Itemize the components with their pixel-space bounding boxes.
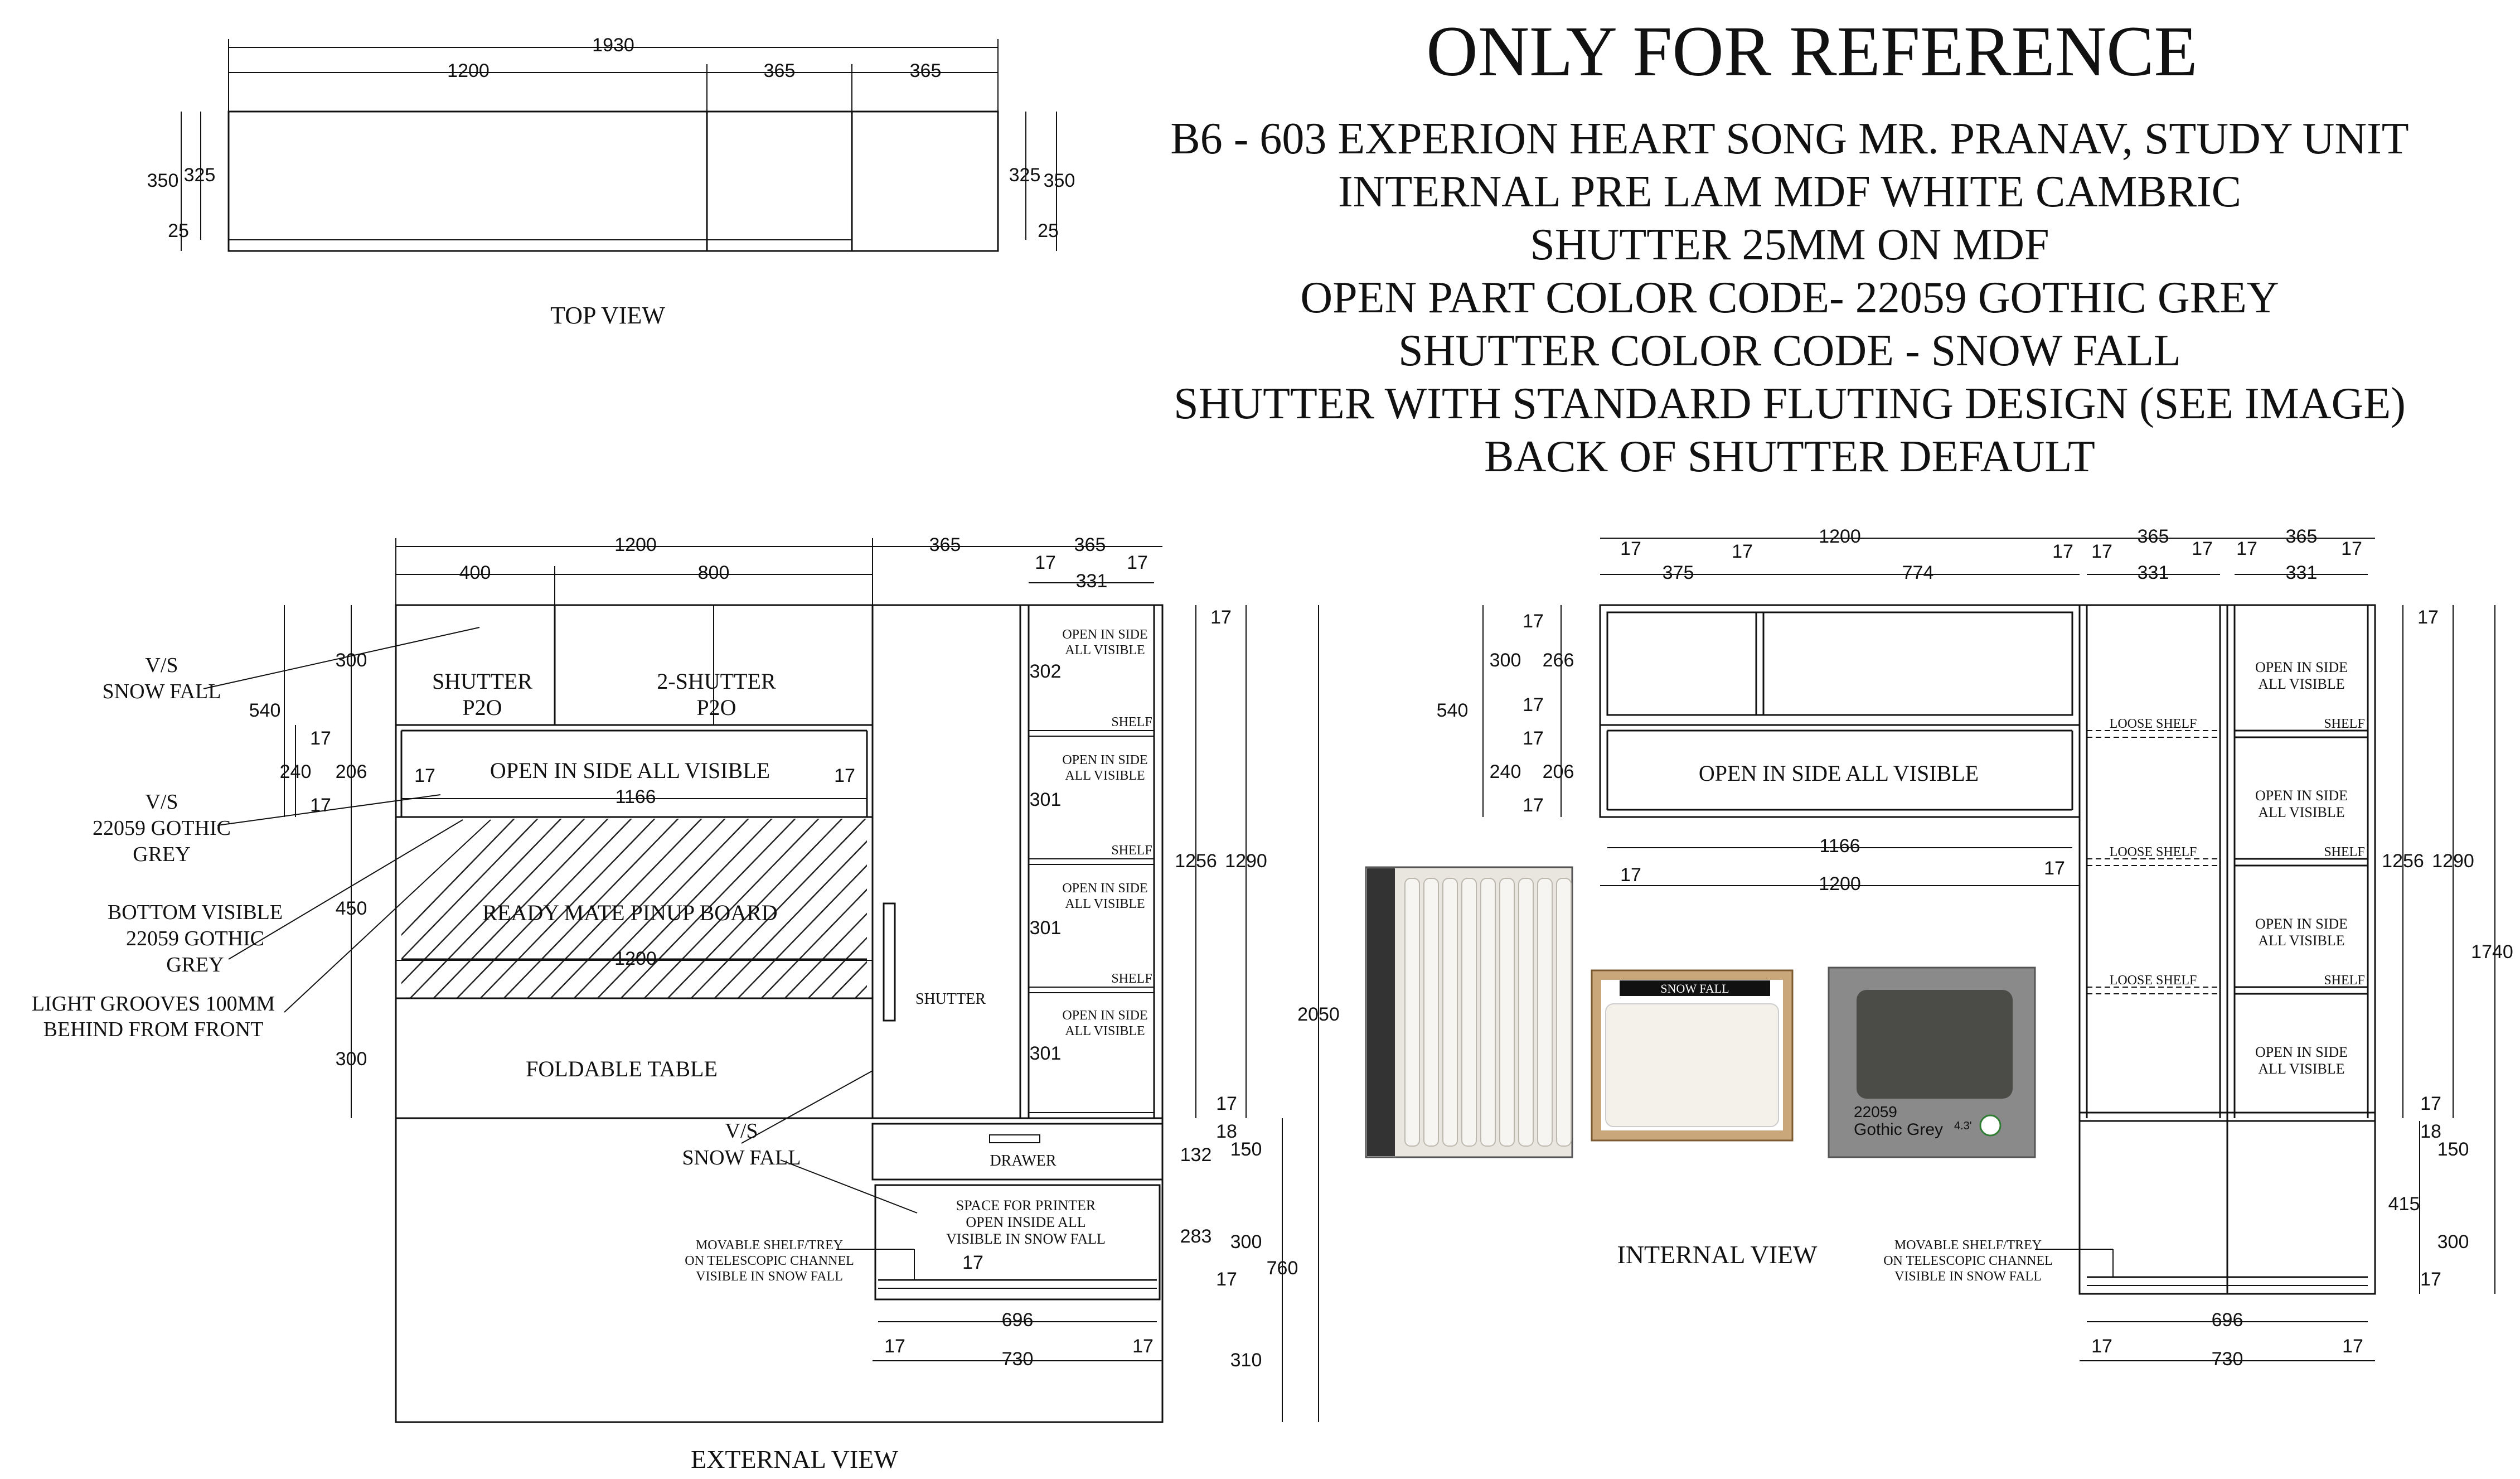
int-dim-17-r2: 17	[2420, 1093, 2441, 1114]
ext-dim-331: 331	[1075, 571, 1108, 592]
int-loose-shelf-2: LOOSE SHELF	[2109, 845, 2197, 859]
label-foldable-table: FOLDABLE TABLE	[526, 1056, 718, 1081]
gothic-code: 22059	[1854, 1103, 1897, 1120]
label-movable-3: VISIBLE IN SNOW FALL	[696, 1269, 843, 1284]
external-view	[32, 534, 1340, 1473]
ext-dim-1200: 1200	[614, 534, 657, 555]
int-dim-17e: 17	[2192, 538, 2213, 559]
ext-shelf-3: SHELF	[1111, 972, 1152, 986]
ext-dim-730: 730	[1001, 1348, 1034, 1370]
title-line-5: SHUTTER COLOR CODE - SNOW FALL	[1398, 326, 2181, 375]
int-open-side-2b: ALL VISIBLE	[2258, 804, 2345, 820]
label-shutter: SHUTTER	[915, 990, 986, 1008]
label-pinup-board: READY MATE PINUP BOARD	[482, 900, 778, 925]
ext-open-side-3a: OPEN IN SIDE	[1062, 881, 1148, 896]
ext-dim-17-printer: 17	[962, 1252, 983, 1273]
int-dim-17d: 17	[2091, 541, 2112, 562]
title-line-6: SHUTTER WITH STANDARD FLUTING DESIGN (SEE IMAGE)	[1174, 379, 2406, 428]
int-movable-2: ON TELESCOPIC CHANNEL	[1883, 1254, 2053, 1268]
ext-dim-240: 240	[279, 761, 312, 782]
int-dim-365b: 365	[2285, 526, 2318, 547]
int-open-side-3a: OPEN IN SIDE	[2255, 916, 2348, 932]
callout-vs-snowfall-1: V/S	[145, 654, 178, 677]
dim-top-left-25: 25	[168, 220, 189, 241]
callout-bottom-visible-1: BOTTOM VISIBLE	[107, 901, 283, 924]
int-open-side-1b: ALL VISIBLE	[2258, 676, 2345, 692]
snow-fall-swatch	[1592, 970, 1792, 1140]
ext-dim-206: 206	[335, 761, 367, 782]
callout-vs-snowfall-b-2: SNOW FALL	[682, 1146, 801, 1169]
ext-dim-17a: 17	[1035, 552, 1056, 573]
internal-view	[1437, 526, 2513, 1370]
dim-top-1200: 1200	[447, 60, 490, 81]
label-printer-2: OPEN INSIDE ALL	[966, 1214, 1086, 1230]
ext-dim-17-bl: 17	[884, 1336, 905, 1357]
callout-vs-gothic-1: V/S	[145, 790, 178, 814]
ext-dim-17-l2: 17	[310, 795, 331, 816]
int-dim-17-r3: 17	[2420, 1269, 2441, 1290]
flute-strip	[1462, 878, 1476, 1146]
int-open-side-3b: ALL VISIBLE	[2258, 932, 2345, 949]
ext-open-side-4b: ALL VISIBLE	[1065, 1024, 1145, 1038]
ext-open-side-3b: ALL VISIBLE	[1065, 897, 1145, 911]
hatch-line	[896, 814, 1080, 1004]
ext-tall-shutter	[873, 605, 1162, 1118]
gothic-size: 4.3'	[1954, 1120, 1972, 1132]
title-line-1: B6 - 603 EXPERION HEART SONG MR. PRANAV, STUDY UNIT	[1170, 114, 2409, 163]
ext-dim-1256: 1256	[1175, 850, 1217, 872]
dim-top-right-25: 25	[1038, 220, 1059, 241]
ext-dim-365b: 365	[1074, 534, 1106, 555]
label-open-inside: OPEN IN SIDE ALL VISIBLE	[490, 758, 770, 783]
int-shelf-1: SHELF	[2324, 717, 2365, 731]
internal-view-caption: INTERNAL VIEW	[1617, 1240, 1818, 1269]
flute-strip	[1443, 878, 1457, 1146]
label-printer-3: VISIBLE IN SNOW FALL	[946, 1231, 1106, 1247]
int-dim-18: 18	[2420, 1121, 2441, 1142]
hatch-line	[850, 814, 1034, 1004]
dim-top-365a: 365	[763, 60, 796, 81]
int-shelf-2: SHELF	[2324, 845, 2365, 859]
ext-open-side-1a: OPEN IN SIDE	[1062, 627, 1148, 642]
ext-dim-301b: 301	[1029, 917, 1062, 939]
callout-vs-snowfall-2: SNOW FALL	[102, 680, 221, 703]
flute-strip	[1538, 878, 1552, 1146]
ext-dim-540: 540	[249, 700, 281, 721]
int-dim-300r: 300	[2437, 1231, 2469, 1253]
dim-top-1930: 1930	[592, 35, 634, 56]
drawer-handle	[990, 1135, 1040, 1143]
shutter-handle	[884, 903, 895, 1021]
int-dim-17-la: 17	[1523, 611, 1544, 632]
int-dim-17-ml: 17	[1620, 864, 1641, 886]
dim-top-left-350: 350	[147, 170, 179, 191]
ext-dim-300r: 300	[1230, 1231, 1262, 1253]
int-dim-17-lb: 17	[1523, 694, 1544, 716]
callout-bottom-visible-3: GREY	[166, 953, 224, 977]
int-dim-696: 696	[2211, 1309, 2243, 1331]
ext-open-side-1b: ALL VISIBLE	[1065, 643, 1145, 658]
int-dim-17g: 17	[2341, 538, 2362, 559]
int-right-column	[2227, 605, 2375, 1294]
int-label-open-inside: OPEN IN SIDE ALL VISIBLE	[1698, 761, 1979, 786]
ext-dim-17-l1: 17	[310, 728, 331, 749]
label-shutter-p2o-1: SHUTTER	[432, 669, 532, 694]
int-loose-shelf-3: LOOSE SHELF	[2109, 973, 2197, 988]
int-loose-shelf-1: LOOSE SHELF	[2109, 717, 2197, 731]
int-open-side-1a: OPEN IN SIDE	[2255, 659, 2348, 675]
dim-top-365b: 365	[909, 60, 942, 81]
callout-light-grooves-1: LIGHT GROOVES 100MM	[31, 992, 275, 1016]
ext-dim-400: 400	[459, 562, 491, 583]
ext-shelf-2: SHELF	[1111, 843, 1152, 858]
int-open-side-4a: OPEN IN SIDE	[2255, 1044, 2348, 1060]
dim-top-right-325: 325	[1009, 165, 1041, 186]
callout-light-grooves-2: BEHIND FROM FRONT	[43, 1018, 264, 1041]
gothic-grey-swatch	[1829, 968, 2035, 1157]
ext-open-side-4a: OPEN IN SIDE	[1062, 1008, 1148, 1023]
int-dim-17-bl: 17	[2091, 1336, 2112, 1357]
ext-dim-1290: 1290	[1225, 850, 1267, 872]
int-dim-415: 415	[2388, 1193, 2420, 1215]
int-middle-column	[2080, 605, 2227, 1294]
leaf-icon	[1980, 1115, 2000, 1135]
ext-dim-1200-inner: 1200	[614, 948, 657, 969]
label-movable-1: MOVABLE SHELF/TREY	[695, 1238, 844, 1253]
int-dim-266: 266	[1542, 650, 1574, 671]
int-dim-365a: 365	[2137, 526, 2169, 547]
int-dim-240: 240	[1489, 761, 1521, 782]
ext-dim-800: 800	[697, 562, 730, 583]
ext-dim-300b: 300	[335, 1048, 367, 1070]
title-line-2: INTERNAL PRE LAM MDF WHITE CAMBRIC	[1337, 167, 2242, 216]
ext-dim-17-r: 17	[1210, 607, 1232, 628]
snow-fall-label: SNOW FALL	[1660, 982, 1729, 995]
int-dim-17c: 17	[2052, 541, 2073, 562]
ext-dim-300: 300	[335, 650, 367, 671]
hatch-line	[826, 814, 1010, 1004]
ext-dim-696: 696	[1001, 1309, 1034, 1331]
ext-dim-365a: 365	[929, 534, 961, 555]
flute-strip	[1500, 878, 1514, 1146]
ext-dim-1166: 1166	[615, 786, 656, 808]
ext-dim-2050: 2050	[1297, 1004, 1340, 1025]
ext-dim-132: 132	[1180, 1144, 1212, 1166]
ext-dim-450: 450	[335, 898, 367, 919]
ext-dim-17-r3: 17	[1216, 1269, 1237, 1290]
ext-dim-301a: 301	[1029, 789, 1062, 810]
fluted-shutter-image	[1366, 867, 1572, 1157]
label-2shutter-p2o-1: 2-SHUTTER	[657, 669, 776, 694]
flute-strip	[1481, 878, 1495, 1146]
external-view-caption: EXTERNAL VIEW	[691, 1445, 898, 1473]
int-dim-331a: 331	[2137, 562, 2169, 583]
callout-bottom-visible-2: 22059 GOTHIC	[125, 927, 265, 950]
label-movable-2: ON TELESCOPIC CHANNEL	[685, 1254, 854, 1268]
title-line-7: BACK OF SHUTTER DEFAULT	[1484, 432, 2095, 481]
ext-dim-310: 310	[1230, 1350, 1262, 1371]
flute-strip	[1424, 878, 1438, 1146]
label-printer-1: SPACE FOR PRINTER	[956, 1197, 1096, 1214]
drawer-front	[873, 1124, 1162, 1180]
int-dim-375: 375	[1662, 562, 1694, 583]
flute-strip	[1557, 878, 1571, 1146]
ext-open-side-2a: OPEN IN SIDE	[1062, 753, 1148, 767]
top-view	[147, 35, 1075, 329]
int-dim-730: 730	[2211, 1348, 2243, 1370]
dim-top-left-325: 325	[183, 165, 216, 186]
int-dim-17-mr: 17	[2044, 858, 2065, 879]
int-dim-1166: 1166	[1819, 835, 1860, 857]
ext-open-side-2b: ALL VISIBLE	[1065, 768, 1145, 783]
title-block	[1170, 12, 2408, 481]
ext-dim-17b: 17	[1127, 552, 1148, 573]
int-movable-1: MOVABLE SHELF/TREY	[1894, 1238, 2042, 1253]
gothic-name: Gothic Grey	[1854, 1120, 1944, 1139]
label-drawer: DRAWER	[990, 1152, 1057, 1169]
int-dim-150: 150	[2437, 1139, 2469, 1160]
int-dim-17-r: 17	[2417, 607, 2439, 628]
ext-dim-18: 18	[1216, 1121, 1237, 1142]
int-dim-17-ld: 17	[1523, 795, 1544, 816]
int-dim-331b: 331	[2285, 562, 2318, 583]
callout-vs-snowfall-b-1: V/S	[725, 1119, 758, 1143]
title-line-4: OPEN PART COLOR CODE- 22059 GOTHIC GREY	[1300, 273, 2279, 322]
int-dim-1256: 1256	[2382, 850, 2424, 872]
ext-shelf-1: SHELF	[1111, 715, 1152, 729]
ext-dim-760: 760	[1266, 1258, 1298, 1279]
int-dim-17a: 17	[1620, 538, 1641, 559]
dim-top-right-350: 350	[1043, 170, 1075, 191]
int-dim-300: 300	[1489, 650, 1521, 671]
int-dim-1290: 1290	[2432, 850, 2474, 872]
ext-dim-150: 150	[1230, 1139, 1262, 1160]
int-dim-540: 540	[1436, 700, 1469, 721]
ext-dim-17-r2: 17	[1216, 1093, 1237, 1114]
flute-strip	[1519, 878, 1533, 1146]
ext-dim-302: 302	[1029, 661, 1062, 682]
int-dim-17-br: 17	[2342, 1336, 2363, 1357]
ext-dim-17-in-l: 17	[414, 765, 435, 786]
hatch-line	[756, 814, 940, 1004]
int-dim-1200: 1200	[1819, 526, 1861, 547]
int-dim-17-lc: 17	[1523, 728, 1544, 749]
callout-vs-gothic-2: 22059 GOTHIC	[92, 816, 231, 840]
int-open-side-4b: ALL VISIBLE	[2258, 1061, 2345, 1077]
int-dim-1740: 1740	[2471, 941, 2513, 963]
int-dim-1200-mid: 1200	[1819, 873, 1861, 895]
int-movable-3: VISIBLE IN SNOW FALL	[1894, 1269, 2042, 1284]
label-2shutter-p2o-2: P2O	[696, 695, 736, 720]
int-dim-774: 774	[1902, 562, 1934, 583]
int-dim-206: 206	[1542, 761, 1574, 782]
top-view-outline	[229, 112, 998, 251]
ext-dim-17-br: 17	[1132, 1336, 1154, 1357]
ext-dim-283: 283	[1180, 1226, 1212, 1247]
material-swatches	[1366, 867, 2035, 1157]
label-shutter-p2o-2: P2O	[462, 695, 502, 720]
callout-vs-gothic-3: GREY	[133, 843, 191, 866]
hatch-line	[779, 814, 963, 1004]
top-view-caption: TOP VIEW	[550, 302, 665, 329]
ext-dim-301c: 301	[1029, 1043, 1062, 1064]
int-dim-17f: 17	[2236, 538, 2257, 559]
int-dim-17b: 17	[1732, 541, 1753, 562]
int-open-side-2a: OPEN IN SIDE	[2255, 787, 2348, 804]
main-title: ONLY FOR REFERENCE	[1426, 12, 2198, 91]
ext-dim-17-in-r: 17	[834, 765, 855, 786]
int-shelf-3: SHELF	[2324, 973, 2365, 988]
title-line-3: SHUTTER 25MM ON MDF	[1530, 220, 2049, 269]
flute-strip	[1405, 878, 1419, 1146]
